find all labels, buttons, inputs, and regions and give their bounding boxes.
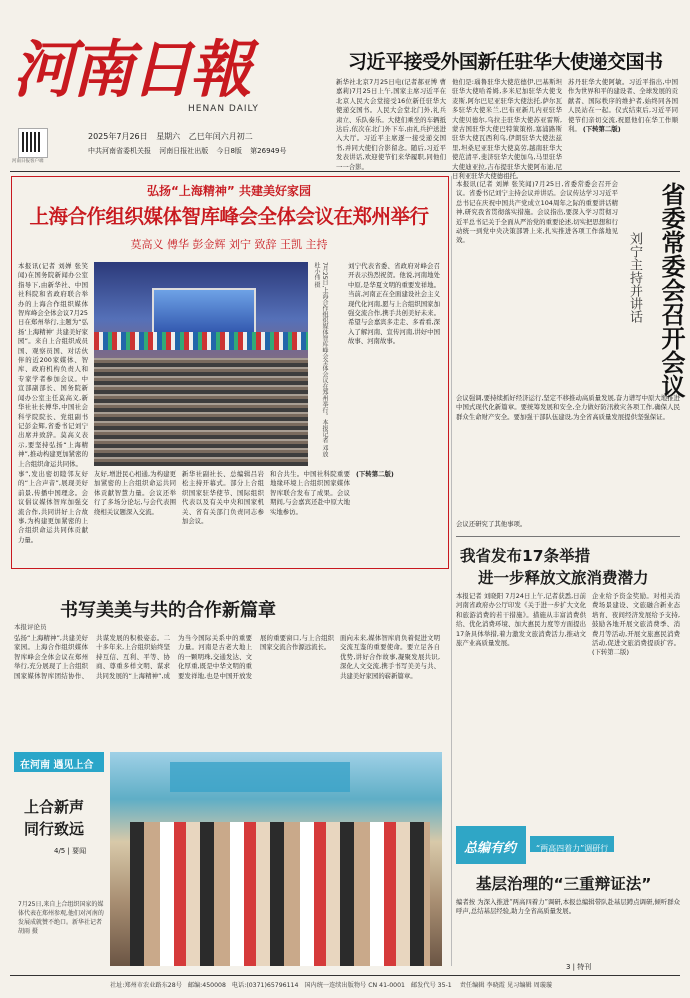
right-story-body3: 会议还研究了其他事项。 bbox=[456, 520, 527, 528]
policy-body2: 企业给予资金奖励。对相关消费场景建设、文旅融合新业态培育、夜间经济发展给予支持,鼓励各地开展文旅消费季、消费月等活动,开展文旅惠民消费活动,促进文旅消费提质扩容。(下转第二版) bbox=[592, 592, 680, 657]
masthead-date-line bbox=[88, 131, 253, 142]
masthead-divider bbox=[10, 171, 680, 172]
ground-headline[interactable]: 基层治理的“三重辩证法” bbox=[476, 875, 652, 893]
lead-col1: 本报讯(记者 刘婵 张笑闻)在国务院新闻办公室指导下,由新华社、中国社科院和省政府联合举办的上海合作组织媒体智库峰会全体会议7月25日在郑州举行,主题为“弘扬‘上海精神’ 共建美好家园”。来自上合组织成员国、观察员国、对话伙伴的近200家媒体、智库、政府机构负责人和专家学者参加会议。中宣部副部长、国务院新闻办公室主任莫高义,新华社社长傅华,中国社会科学院院长、党组副书记彭金辉,省委书记刘宁出席并致辞。莫高义表示,要坚持弘扬“上海精神”,推动构建更加紧密的上合组织命运共同体。 bbox=[18, 262, 88, 468]
footer-divider bbox=[10, 975, 680, 976]
policy-headline-line1[interactable]: 我省发布17条举措 bbox=[460, 547, 591, 565]
masthead-english-title: HENAN DAILY bbox=[188, 104, 259, 114]
feature-headline[interactable]: 书写美美与共的合作新篇章 bbox=[60, 600, 276, 621]
top-news-col3 bbox=[568, 78, 678, 164]
qr-code-icon bbox=[22, 132, 42, 152]
feature-byline: 本报评论员 bbox=[14, 623, 47, 631]
henan-caption: 7月25日,来自上合组织国家的媒体代表在郑州参观,他们对河南的发展成就赞不绝口。新华社记者 胡雨 摄 bbox=[18, 901, 104, 935]
lead-hosts: 莫高义 傅华 彭金辉 刘宁 致辞 王凯 主持 bbox=[130, 238, 328, 251]
ground-brand-label: 总编有约 bbox=[464, 841, 517, 856]
henan-page-ref[interactable]: 4/5 | 要闻 bbox=[54, 847, 87, 855]
lead-col7 bbox=[356, 470, 440, 562]
lead-continued[interactable]: (下转第二版) bbox=[356, 470, 394, 478]
lead-kicker: 弘扬“上海精神” 共建美好家园 bbox=[147, 184, 311, 198]
feature-body: 弘扬“上海精神”,共建美好家园。上海合作组织媒体智库峰会全体会议在郑州举行,充分展现了上合组织国家媒体智库团结协作、共谋发展的积极姿态。二十多年来,上合组织始终坚持互信、互利、平等、协商、尊重多样文明、谋求共同发展的“上海精神”,成为当今国际关系中的重要力量。河南是古老大地上的一颗明珠,交通发达、文化厚重,既是中华文明的重要发祥地,也是中国开放发展的重要窗口,与上合组织国家交流合作源远流长。 bbox=[14, 634, 334, 680]
lead-photo-caption-box bbox=[312, 262, 342, 466]
footer-phone: 电话:(0371)65796114 bbox=[231, 982, 299, 989]
henan-headline-line2[interactable]: 同行致远 bbox=[24, 820, 85, 838]
right-story-body2: 会议强调,要持续抓好经济运行,坚定不移推动高质量发展,奋力谱写中原大地推进中国式现代化新篇章。要统筹发展和安全,全力做好防汛救灾各项工作,确保人民群众生命财产安全。要加强干部队伍建设,为全省高质量发展提供坚强保证。 bbox=[456, 394, 680, 421]
henan-photo[interactable] bbox=[110, 752, 442, 966]
app-badge[interactable] bbox=[18, 128, 48, 158]
right-story-headline[interactable]: 省委常委会召开会议 bbox=[657, 182, 685, 398]
feature-body2: 面向未来,媒体智库肩负着促进文明交流互鉴的重要使命。要立足各自优势,讲好合作故事,凝聚发展共识,深化人文交流,携手书写美美与共、共建美好家园的崭新篇章。 bbox=[340, 634, 440, 680]
top-news-col1: 新华社北京7月25日电(记者郝亚博 曹嘉莉)7月25日上午,国家主席习近平在北京人民大会堂接受16位新任驻华大使递交国书。人民大会堂北门外,礼兵肃立、乐队奏乐。大使们乘坐的车辆抵达后,依次在北门外下车,由礼兵护送进入大厅。习近平主席逐一接受递交国书,并同大使们合影留念。随后,习近平发表讲话,欢迎使节们来华履职,同他们一一合影。 bbox=[336, 78, 446, 171]
lead-col4: 友好,增进民心相通,为构建更加紧密的上合组织命运共同体贡献智慧力量。会议还举行了多场分论坛,与会代表围绕相关议题深入交流。 bbox=[94, 470, 176, 516]
ground-brand-box[interactable] bbox=[456, 826, 526, 864]
footer-line bbox=[110, 980, 552, 989]
policy-headline-line2[interactable]: 进一步释放文旅消费潜力 bbox=[478, 569, 649, 587]
photo-banner-sign bbox=[170, 762, 350, 792]
henan-banner-label: 在河南 遇见上合 bbox=[20, 760, 94, 771]
footer-price: 邮发代号 35-1 bbox=[410, 982, 452, 989]
lunar-date: 乙巳年闰六月初二 bbox=[188, 132, 253, 141]
publisher: 河南日报社出版 bbox=[159, 147, 209, 155]
stage-flags bbox=[94, 332, 308, 350]
lead-photo-caption: 7月25日,上海合作组织媒体智库峰会全体会议在郑州举行。本报记者 邓放 杜小伟 摄 bbox=[313, 262, 328, 458]
footer-editors: 责任编辑 李晓霞 见习编辑 周璇璇 bbox=[459, 982, 553, 989]
lead-photo[interactable] bbox=[94, 262, 308, 466]
issue-number: 第26949号 bbox=[250, 147, 287, 155]
lead-col5: 新华社副社长、总编辑吕岩松主持开幕式。部分上合组织国家驻华使节、国际组织代表以及有关中央和国家机关、省有关部门负责同志参加会议。 bbox=[182, 470, 264, 526]
left-right-column-divider bbox=[451, 176, 452, 966]
top-news-continued[interactable]: (下转第二版) bbox=[582, 125, 621, 134]
date: 2025年7月26日 bbox=[88, 132, 148, 141]
weekday: 星期六 bbox=[156, 132, 181, 141]
ground-tag bbox=[530, 836, 614, 852]
lead-col2: 刘宁代表省委、省政府对峰会召开表示热烈祝贺。他说,河南地处中原,是华夏文明的重要发祥地。当前,河南正在全面建设社会主义现代化河南,愿与上合组织国家加强交流合作,携手共创美好未来。希望与会嘉宾多走走、多看看,深入了解河南、宣传河南,讲好中国故事、河南故事。 bbox=[348, 262, 440, 346]
henan-banner[interactable] bbox=[14, 752, 104, 772]
sponsor: 中共河南省委机关报 bbox=[88, 147, 151, 155]
henan-headline-line1[interactable]: 上合新声 bbox=[24, 798, 85, 816]
top-news-headline[interactable]: 习近平接受外国新任驻华大使递交国书 bbox=[348, 51, 663, 73]
photo-people bbox=[130, 822, 430, 966]
lead-headline[interactable]: 上海合作组织媒体智库峰会全体会议在郑州举行 bbox=[29, 205, 429, 228]
right-divider bbox=[456, 536, 680, 537]
footer-cn: 国内统一连续出版物号 CN 41-0001 bbox=[304, 982, 405, 989]
footer-zip: 邮编:450008 bbox=[187, 982, 226, 989]
right-story-subhead: 刘宁主持并讲话 bbox=[627, 232, 642, 323]
masthead-info-line bbox=[88, 146, 286, 156]
app-badge-label: 河南日报客户端 bbox=[12, 159, 44, 164]
top-news-col2: 他们是:瑙鲁驻华大使范德伊,巴基斯坦驻华大使哈希姆,多米尼加驻华大使戈麦斯,阿尔巴尼亚驻华大使法托,萨尔瓦多驻华大使米兰,巴布亚新几内亚驻华大使贝德尔,乌拉圭驻华大使苏亚雷斯,蒙古国驻华大使巴特策策格,塞浦路斯驻华大使瓦西利乌,伊朗驻华大使法兹里,坦桑尼亚驻华大使莫劳,越南驻华大使范清平,斐济驻华大使加乌,马里驻华大使迪亚拉,吉布提驻华大使阿布迪,尼日利亚驻华大使德祖托。 bbox=[452, 78, 562, 181]
lead-col3: 事”,发出密切睦邻友好的“上合声音”,展现美好前景,传播中国理念。会议倡议媒体智库加强交流合作,共同讲好上合故事,为构建更加紧密的上合组织命运共同体贡献力量。 bbox=[18, 470, 88, 544]
policy-body: 本报记者 刘晓阳 7月24日上午,记者获悉,日前河南省政府办公厅印发《关于进一步扩大文化和旅游消费的若干措施》。措施从丰富消费供给、优化消费环境、加大惠民力度等方面提出17条具体举措,着力激发文旅消费活力,推动文旅产业高质量发展。 bbox=[456, 592, 586, 648]
top-news-col3-text: 苏丹驻华大使阿敏。习近平指出,中国作为世界和平的建设者、全球发展的贡献者、国际秩序的维护者,始终同各国人民站在一起。仪式结束后,习近平同使节们亲切交流,祝愿他们在华工作顺利。 bbox=[568, 78, 678, 134]
audience-seats bbox=[94, 358, 308, 466]
ground-body: 编者按 为深入推进“两高四着力”调研,本报总编辑带队赴基层蹲点调研,倾听群众呼声,总结基层经验,助力全省高质量发展。 bbox=[456, 898, 680, 916]
page-count: 今日8版 bbox=[216, 147, 242, 155]
footer-address: 社址:郑州市农业路东28号 bbox=[110, 982, 182, 989]
ground-page-ref[interactable]: 3 | 特刊 bbox=[566, 963, 592, 971]
ground-tag-label: “两高四着力”调研行 bbox=[536, 844, 609, 853]
right-story-body1: 本报讯(记者 刘婵 张笑闻)7月25日,省委常委会召开会议。省委书记刘宁主持会议并讲话。会议传达学习习近平总书记在庆祝中国共产党成立104周年之际的重要讲话精神,研究我省贯彻落实措施。会议指出,要深入学习贯彻习近平总书记关于全面从严治党的重要论述,切实把思想和行动统一到党中央决策部署上来,扎实推进各项工作落地见效。 bbox=[456, 180, 618, 245]
masthead-logo: 河南日報 bbox=[9, 33, 264, 106]
lead-col6: 和合共生。中国社科院重要地缘环境上合组织国家媒体智库联合发布了成果。会议期间,与会嘉宾还赴中原大地实地参访。 bbox=[270, 470, 350, 516]
